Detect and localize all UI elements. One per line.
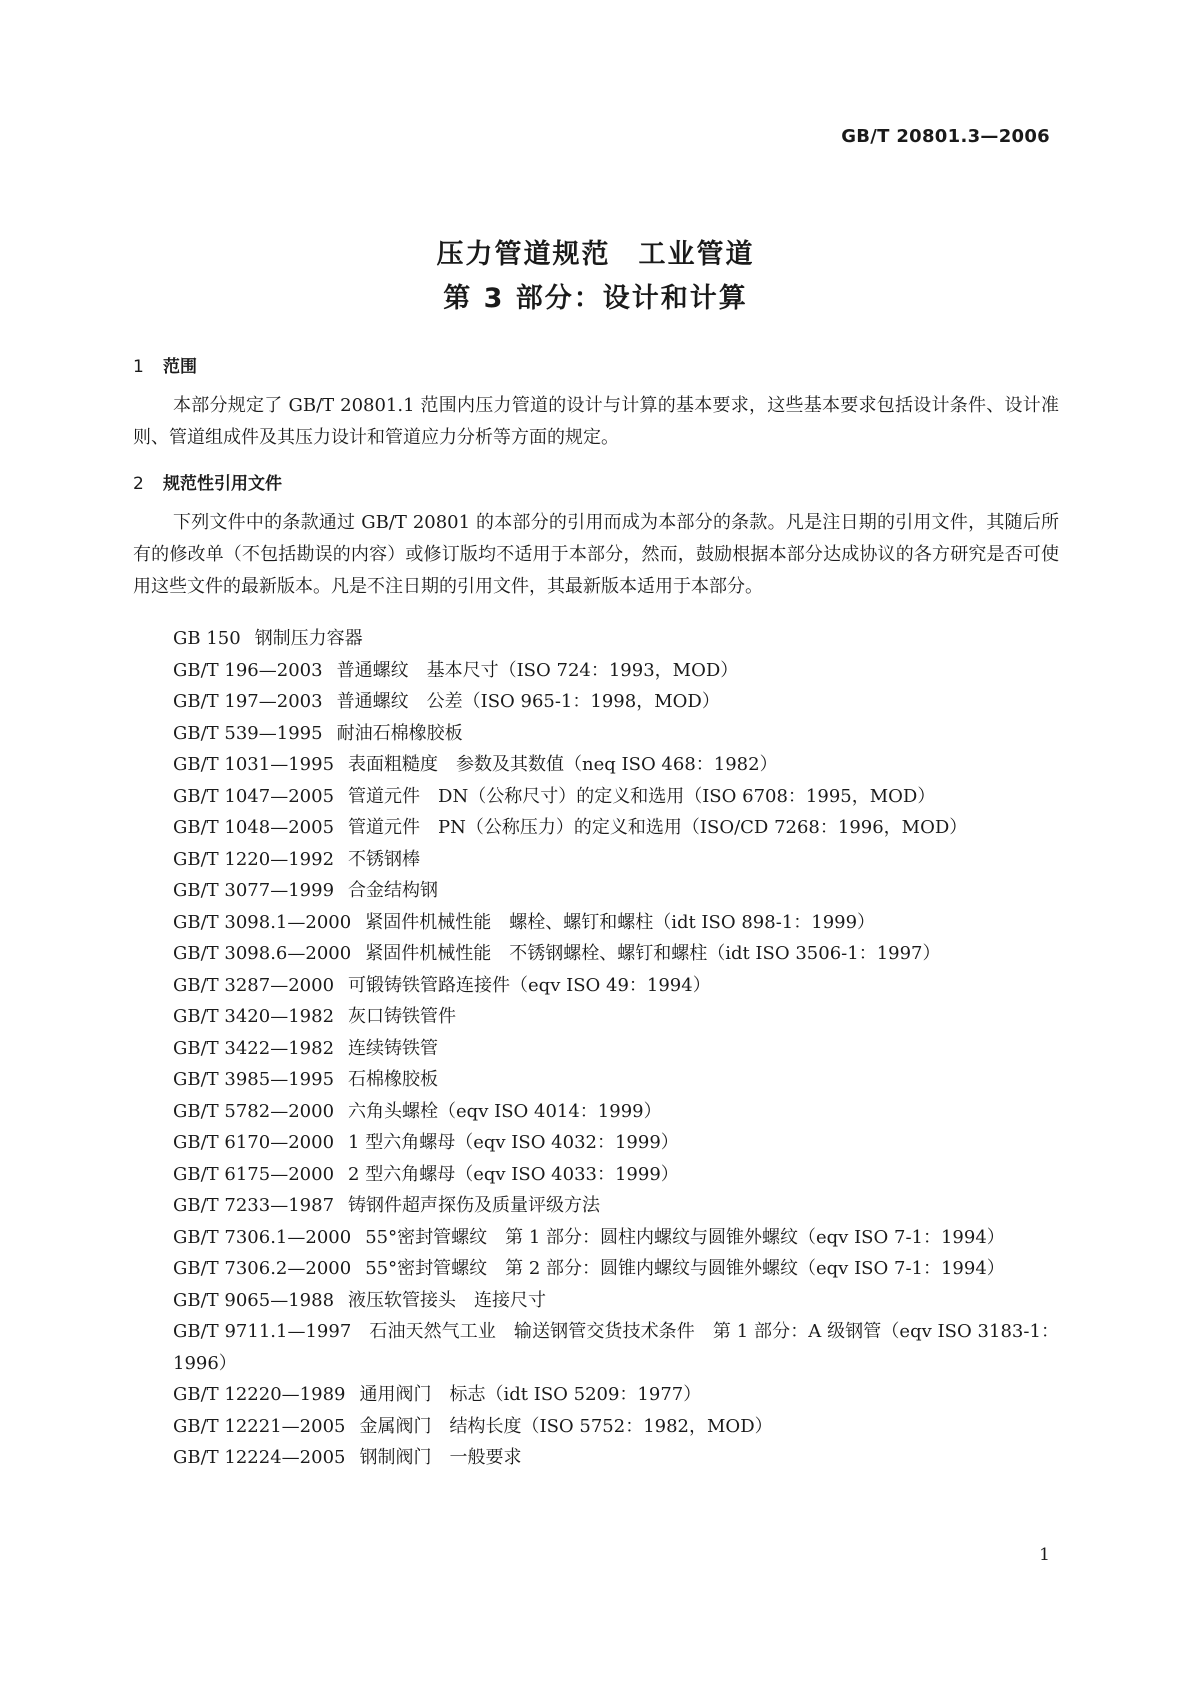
reference-code: GB/T 7306.2—2000	[173, 1258, 352, 1279]
reference-title: 普通螺纹 公差（ISO 965-1：1998，MOD）	[336, 691, 720, 712]
reference-code: GB/T 3098.6—2000	[173, 943, 352, 964]
reference-code: GB/T 9065—1988	[173, 1289, 335, 1311]
title-part-b: 工业管道	[638, 239, 755, 270]
section-1-heading	[133, 352, 197, 377]
section-title: 范围	[163, 357, 197, 377]
reference-code: GB/T 9711.1—1997	[173, 1321, 352, 1342]
reference-code: GB/T 5782—2000	[173, 1100, 335, 1122]
reference-item	[133, 1222, 1059, 1254]
reference-title: 铸钢件超声探伤及质量评级方法	[348, 1195, 601, 1216]
reference-item	[133, 1064, 1059, 1096]
section-title: 规范性引用文件	[163, 474, 282, 494]
standard-code: GB/T 20801.3—2006	[841, 126, 1050, 147]
reference-title: 管道元件 DN（公称尺寸）的定义和选用（ISO 6708：1995，MOD）	[348, 785, 936, 807]
reference-title: 连续铸铁管	[348, 1037, 439, 1059]
reference-item	[133, 844, 1059, 876]
reference-code: GB/T 3422—1982	[173, 1037, 335, 1059]
document-title-line-2: 第 3 部分：设计和计算	[443, 283, 748, 314]
reference-title: 可锻铸铁管路连接件（eqv ISO 49：1994）	[348, 974, 711, 996]
reference-title: 金属阀门 结构长度（ISO 5752：1982，MOD）	[359, 1415, 773, 1437]
reference-code: GB/T 12221—2005	[173, 1415, 346, 1437]
reference-code: GB/T 6170—2000	[173, 1132, 335, 1153]
section-2-paragraph: 下列文件中的条款通过 GB/T 20801 的本部分的引用而成为本部分的条款。凡是注日期的引用文件，其随后所有的修改单（不包括勘误的内容）或修订版均不适用于本部分，然而，鼓励根据本部分达成协议的各方研究是否可使用这些文件的最新版本。凡是不注日期的引用文件，其最新版本适用于本部分。	[133, 512, 1059, 597]
section-2-heading	[133, 469, 282, 494]
reference-item	[133, 623, 1059, 655]
reference-code: GB/T 197—2003	[173, 691, 323, 712]
reference-item	[133, 749, 1059, 781]
reference-title: 六角头螺栓（eqv ISO 4014：1999）	[348, 1100, 662, 1122]
reference-title: 紧固件机械性能 螺栓、螺钉和螺柱（idt ISO 898-1：1999）	[365, 911, 876, 933]
reference-item	[133, 1159, 1059, 1191]
title-part-a: 压力管道规范	[436, 239, 611, 270]
reference-code: GB 150	[173, 628, 241, 649]
reference-title: 2 型六角螺母（eqv ISO 4033：1999）	[348, 1163, 679, 1185]
section-1-paragraph: 本部分规定了 GB/T 20801.1 范围内压力管道的设计与计算的基本要求，这些基本要求包括设计条件、设计准则、管道组成件及其压力设计和管道应力分析等方面的规定。	[133, 395, 1059, 448]
reference-item	[133, 1127, 1059, 1159]
document-title-line-1	[0, 232, 1191, 271]
reference-item	[133, 1253, 1059, 1285]
reference-title: 紧固件机械性能 不锈钢螺栓、螺钉和螺柱（idt ISO 3506-1：1997）	[365, 943, 941, 964]
reference-item	[133, 1033, 1059, 1065]
reference-title: 表面粗糙度 参数及其数值（neq ISO 468：1982）	[348, 754, 778, 775]
section-number: 1	[133, 357, 144, 377]
reference-code: GB/T 12220—1989	[173, 1384, 346, 1405]
reference-item	[133, 655, 1059, 687]
reference-code: GB/T 196—2003	[173, 659, 323, 681]
reference-title: 不锈钢棒	[348, 848, 421, 870]
reference-title: 石油天然气工业 输送钢管交货技术条件 第 1 部分：A 级钢管（eqv ISO 3183-1：1996）	[173, 1321, 1059, 1374]
reference-title: 耐油石棉橡胶板	[336, 722, 463, 744]
reference-title: 管道元件 PN（公称压力）的定义和选用（ISO/CD 7268：1996，MOD）	[348, 817, 968, 838]
reference-code: GB/T 1047—2005	[173, 785, 335, 807]
reference-code: GB/T 1031—1995	[173, 754, 335, 775]
reference-title: 合金结构钢	[348, 880, 439, 901]
reference-title: 液压软管接头 连接尺寸	[348, 1289, 547, 1311]
reference-code: GB/T 3098.1—2000	[173, 911, 352, 933]
reference-title: 灰口铸铁管件	[348, 1006, 457, 1027]
reference-item	[133, 875, 1059, 907]
page-number: 1	[1039, 1545, 1050, 1565]
reference-code: GB/T 12224—2005	[173, 1447, 346, 1468]
reference-title: 55°密封管螺纹 第 1 部分：圆柱内螺纹与圆锥外螺纹（eqv ISO 7-1：1994）	[365, 1226, 1005, 1248]
section-number: 2	[133, 474, 144, 494]
reference-item	[133, 1442, 1059, 1474]
reference-item	[133, 1316, 1059, 1379]
reference-title: 通用阀门 标志（idt ISO 5209：1977）	[359, 1384, 702, 1405]
reference-title: 普通螺纹 基本尺寸（ISO 724：1993，MOD）	[336, 659, 739, 681]
reference-title: 1 型六角螺母（eqv ISO 4032：1999）	[348, 1132, 679, 1153]
reference-item	[133, 1190, 1059, 1222]
reference-code: GB/T 3420—1982	[173, 1006, 335, 1027]
reference-code: GB/T 3077—1999	[173, 880, 335, 901]
reference-item	[133, 938, 1059, 970]
reference-item	[133, 1379, 1059, 1411]
reference-title: 钢制阀门 一般要求	[359, 1447, 522, 1468]
reference-item	[133, 1096, 1059, 1128]
reference-item	[133, 781, 1059, 813]
reference-code: GB/T 7306.1—2000	[173, 1226, 352, 1248]
reference-code: GB/T 539—1995	[173, 722, 323, 744]
reference-code: GB/T 6175—2000	[173, 1163, 335, 1185]
reference-code: GB/T 3287—2000	[173, 974, 335, 996]
reference-item	[133, 812, 1059, 844]
reference-code: GB/T 1048—2005	[173, 817, 335, 838]
reference-item	[133, 718, 1059, 750]
reference-title: 石棉橡胶板	[348, 1069, 439, 1090]
reference-title: 55°密封管螺纹 第 2 部分：圆锥内螺纹与圆锥外螺纹（eqv ISO 7-1：1994）	[365, 1258, 1005, 1279]
reference-item	[133, 1411, 1059, 1443]
reference-code: GB/T 7233—1987	[173, 1195, 335, 1216]
reference-code: GB/T 3985—1995	[173, 1069, 335, 1090]
reference-item	[133, 1001, 1059, 1033]
reference-item	[133, 686, 1059, 718]
reference-item	[133, 1285, 1059, 1317]
reference-code: GB/T 1220—1992	[173, 848, 335, 870]
reference-title: 钢制压力容器	[254, 628, 363, 649]
reference-item	[133, 970, 1059, 1002]
reference-list	[133, 623, 1059, 1474]
reference-item	[133, 907, 1059, 939]
